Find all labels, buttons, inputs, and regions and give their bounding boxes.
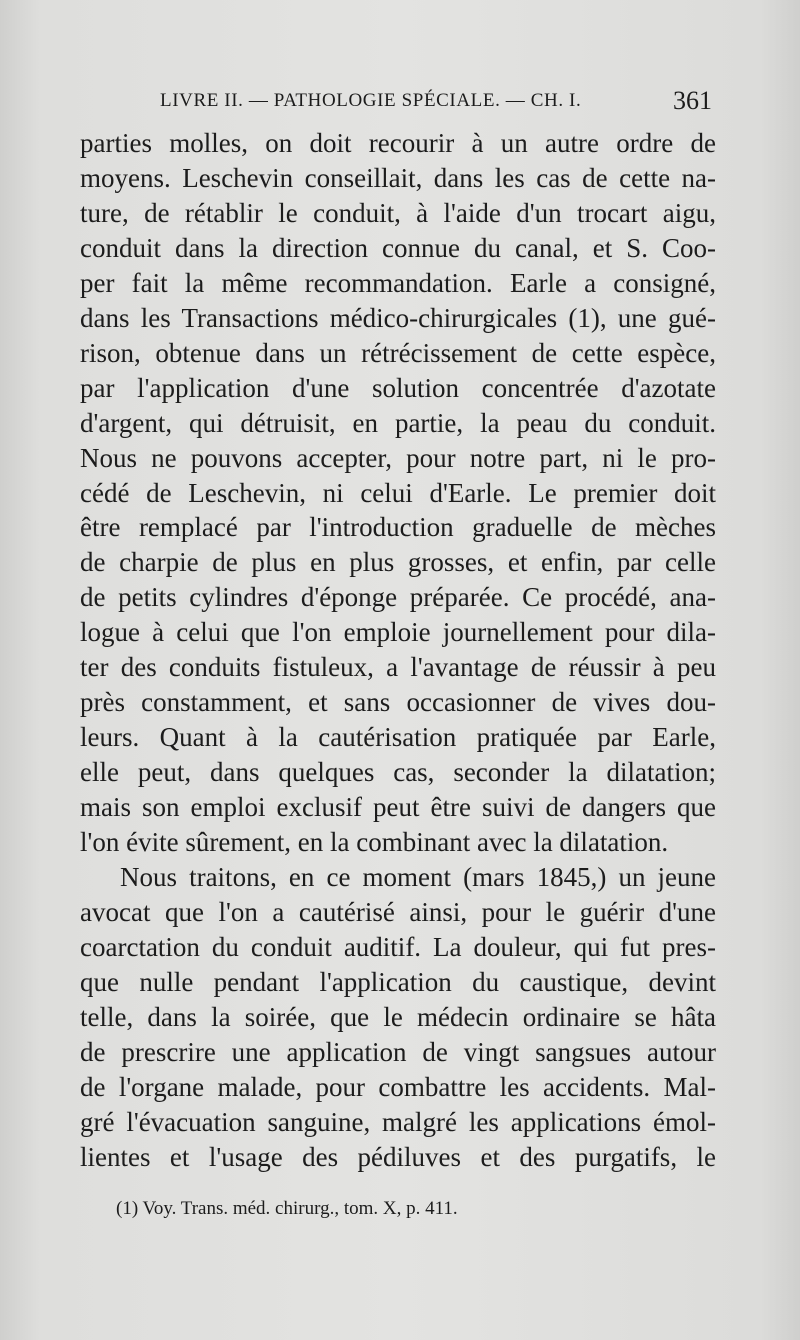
footnote: (1) Voy. Trans. méd. chirurg., tom. X, p. 411. xyxy=(116,1198,458,1219)
text-line: de prescrire une application de vingt sangsues autour xyxy=(80,1036,716,1067)
text-line: ture, de rétablir le conduit, à l'aide d'un trocart aigu, xyxy=(80,197,716,228)
text-line: gré l'évacuation sanguine, malgré les applications émol- xyxy=(80,1106,716,1137)
text-line: lientes et l'usage des pédiluves et des purgatifs, le xyxy=(80,1141,716,1172)
text-line: telle, dans la soirée, que le médecin ordinaire se hâta xyxy=(80,1001,716,1032)
text-line: l'on évite sûrement, en la combinant avec la dilatation. xyxy=(80,827,669,858)
page-number: 361 xyxy=(673,86,712,115)
text-line: coarctation du conduit auditif. La douleur, qui fut pres- xyxy=(80,931,716,962)
body-text xyxy=(80,126,716,1175)
text-line: leurs. Quant à la cautérisation pratiquée par Earle, xyxy=(80,722,716,753)
text-line: cédé de Leschevin, ni celui d'Earle. Le premier doit xyxy=(80,477,716,508)
paragraph-start-line: Nous traitons, en ce moment (mars 1845,) un jeune xyxy=(120,862,716,893)
text-line: dans les Transactions médico-chirurgicales (1), une gué- xyxy=(80,302,716,333)
text-line: elle peut, dans quelques cas, seconder la dilatation; xyxy=(80,757,716,788)
running-title: LIVRE II. — PATHOLOGIE SPÉCIALE. — CH. I. xyxy=(160,90,582,111)
text-line: Nous ne pouvons accepter, pour notre part, ni le pro- xyxy=(80,442,716,473)
text-line: per fait la même recommandation. Earle a consigné, xyxy=(80,267,716,298)
text-line: de petits cylindres d'éponge préparée. Ce procédé, ana- xyxy=(80,582,716,613)
text-line: ter des conduits fistuleux, a l'avantage de réussir à peu xyxy=(80,652,716,683)
text-line: de l'organe malade, pour combattre les accidents. Mal- xyxy=(80,1071,716,1102)
text-line: moyens. Leschevin conseillait, dans les cas de cette na- xyxy=(80,162,716,193)
text-line: que nulle pendant l'application du caustique, devint xyxy=(80,966,716,997)
text-line: mais son emploi exclusif peut être suivi de dangers que xyxy=(80,792,716,823)
text-line: de charpie de plus en plus grosses, et enfin, par celle xyxy=(80,547,716,578)
text-line: parties molles, on doit recourir à un autre ordre de xyxy=(80,128,716,158)
page-header xyxy=(160,86,712,120)
text-line: conduit dans la direction connue du canal, et S. Coo- xyxy=(80,232,716,263)
text-line: d'argent, qui détruisit, en partie, la peau du conduit. xyxy=(80,407,716,438)
text-line: rison, obtenue dans un rétrécissement de cette espèce, xyxy=(80,337,716,368)
text-line: être remplacé par l'introduction graduelle de mèches xyxy=(80,512,716,543)
text-line: logue à celui que l'on emploie journellement pour dila- xyxy=(80,617,716,648)
text-line: près constamment, et sans occasionner de vives dou- xyxy=(80,687,716,718)
text-line: par l'application d'une solution concentrée d'azotate xyxy=(80,372,716,403)
text-line: avocat que l'on a cautérisé ainsi, pour le guérir d'une xyxy=(80,896,716,927)
